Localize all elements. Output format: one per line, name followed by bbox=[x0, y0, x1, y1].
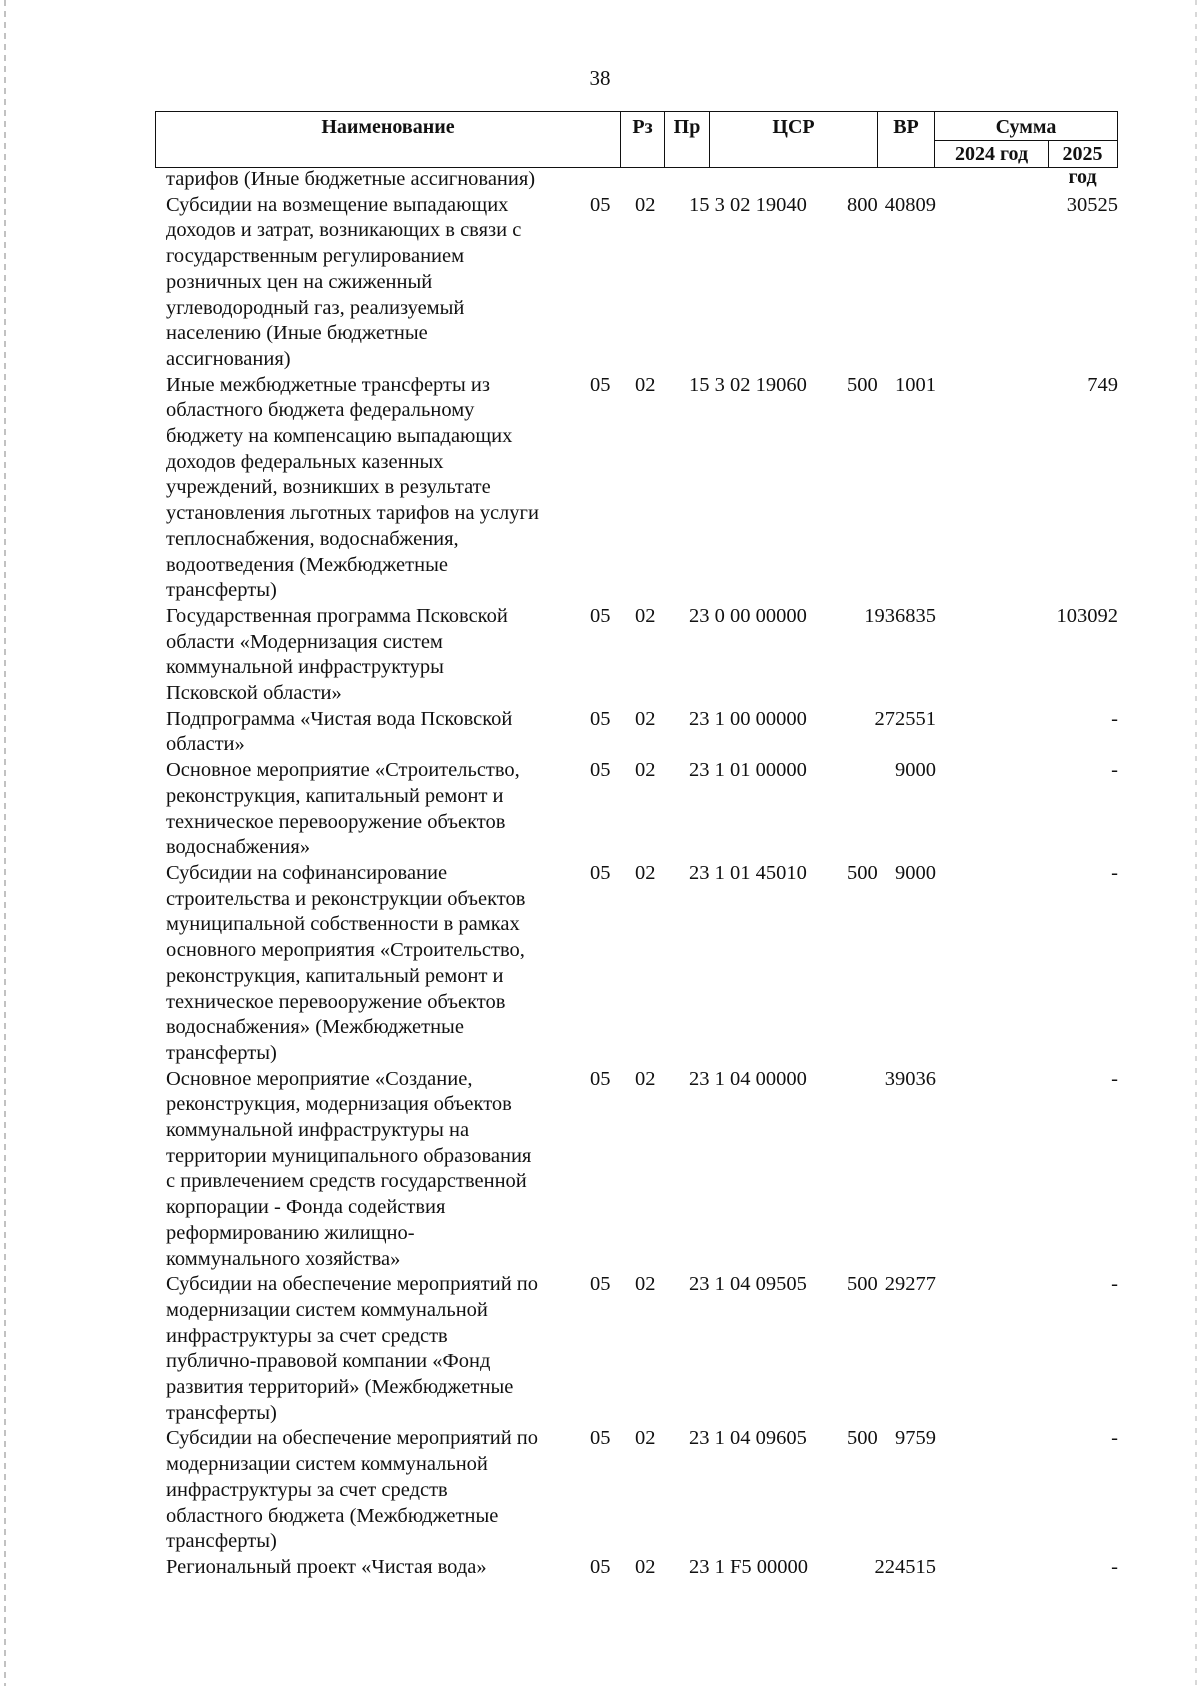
row-name-line: Основное мероприятие «Строительство, bbox=[166, 759, 520, 782]
row-name-line: модернизации систем коммунальной bbox=[166, 1298, 488, 1321]
row-rz: 05 bbox=[590, 759, 611, 782]
row-sum-2025: - bbox=[1111, 1427, 1118, 1450]
header-rz: Рз bbox=[620, 111, 665, 168]
row-name-line: коммунальной инфраструктуры bbox=[166, 656, 444, 679]
row-name-line: инфраструктуры за счет средств bbox=[166, 1324, 448, 1347]
header-csr: ЦСР bbox=[709, 111, 878, 168]
header-year-2024: 2024 год bbox=[935, 140, 1049, 167]
row-name-line: Псковской области» bbox=[166, 682, 342, 705]
row-name-line: теплоснабжения, водоснабжения, bbox=[166, 527, 459, 550]
row-name-line: розничных цен на сжиженный bbox=[166, 270, 433, 293]
row-sum-2025: 749 bbox=[1087, 373, 1118, 396]
row-name-line: водоснабжения» bbox=[166, 836, 311, 859]
row-name-line: корпорации - Фонда содействия bbox=[166, 1196, 446, 1219]
row-sum-2024: 1936835 bbox=[864, 604, 936, 627]
header-sum bbox=[934, 111, 1118, 188]
row-name bbox=[155, 1067, 584, 1273]
table-row bbox=[155, 1067, 1118, 1273]
row-name-line: реконструкция, модернизация объектов bbox=[166, 1093, 512, 1116]
row-name-line: водоотведения (Межбюджетные bbox=[166, 553, 448, 576]
header-vr: ВР bbox=[877, 111, 935, 168]
row-sum-2024: 1001 bbox=[895, 373, 936, 396]
row-sum-2024: 9759 bbox=[895, 1427, 936, 1450]
row-name-line: муниципальной собственности в рамках bbox=[166, 913, 520, 936]
row-csr: 23 1 00 00000 bbox=[689, 707, 807, 730]
row-sum-2024: 272551 bbox=[874, 707, 936, 730]
row-csr: 23 1 01 00000 bbox=[689, 759, 807, 782]
row-name-line: Иные межбюджетные трансферты из bbox=[166, 373, 490, 396]
row-name-line: публично-правовой компании «Фонд bbox=[166, 1350, 491, 1373]
table-row bbox=[155, 707, 1118, 758]
row-name-line: коммунальной инфраструктуры на bbox=[166, 1119, 470, 1142]
row-csr: 23 1 01 45010 bbox=[689, 861, 807, 884]
row-name-line: бюджету на компенсацию выпадающих bbox=[166, 425, 513, 448]
row-sum-2025: - bbox=[1111, 861, 1118, 884]
row-name-line: развития территорий» (Межбюджетные bbox=[166, 1376, 514, 1399]
table-body bbox=[155, 167, 1118, 1581]
row-csr: 23 0 00 00000 bbox=[689, 604, 807, 627]
row-name bbox=[155, 167, 584, 193]
row-name-line: модернизации систем коммунальной bbox=[166, 1453, 488, 1476]
row-sum-2025: - bbox=[1111, 707, 1118, 730]
row-name-line: государственным регулированием bbox=[166, 245, 465, 268]
row-name-line: учреждений, возникших в результате bbox=[166, 476, 491, 499]
table-row bbox=[155, 1272, 1118, 1426]
row-sum-2024: 29277 bbox=[884, 1273, 936, 1296]
row-name bbox=[155, 1426, 584, 1555]
row-vr: 500 bbox=[847, 373, 878, 396]
row-rz: 05 bbox=[590, 1427, 611, 1450]
row-name-line: Субсидии на обеспечение мероприятий по bbox=[166, 1427, 539, 1450]
row-rz: 05 bbox=[590, 1067, 611, 1090]
table-row bbox=[155, 193, 1118, 373]
row-pr: 02 bbox=[635, 861, 656, 884]
row-sum-2025: - bbox=[1111, 1555, 1118, 1578]
row-sum-2024: 40809 bbox=[884, 193, 936, 216]
row-name-line: трансферты) bbox=[166, 1041, 277, 1064]
row-name-line: трансферты) bbox=[166, 1530, 277, 1553]
row-name-line: области» bbox=[166, 733, 245, 756]
table-row bbox=[155, 373, 1118, 604]
row-name bbox=[155, 861, 584, 1067]
row-sum-2024: 39036 bbox=[884, 1067, 936, 1090]
row-name-line: Субсидии на софинансирование bbox=[166, 861, 448, 884]
row-name bbox=[155, 193, 584, 373]
row-csr: 15 3 02 19040 bbox=[689, 193, 807, 216]
row-pr: 02 bbox=[635, 1427, 656, 1450]
row-name bbox=[155, 373, 584, 604]
row-name-line: тарифов (Иные бюджетные ассигнования) bbox=[166, 168, 536, 190]
row-pr: 02 bbox=[635, 1273, 656, 1296]
table-row bbox=[155, 861, 1118, 1067]
row-rz: 05 bbox=[590, 1555, 611, 1578]
row-pr: 02 bbox=[635, 604, 656, 627]
row-name-line: водоснабжения» (Межбюджетные bbox=[166, 1016, 464, 1039]
row-name-line: техническое перевооружение объектов bbox=[166, 810, 506, 833]
row-csr: 23 1 04 00000 bbox=[689, 1067, 807, 1090]
row-vr: 500 bbox=[847, 861, 878, 884]
row-name-line: доходов и затрат, возникающих в связи с bbox=[166, 219, 522, 242]
row-pr: 02 bbox=[635, 193, 656, 216]
scan-right-edge bbox=[1195, 0, 1197, 1686]
row-name-line: техническое перевооружение объектов bbox=[166, 990, 506, 1013]
row-vr: 500 bbox=[847, 1427, 878, 1450]
table-row bbox=[155, 1426, 1118, 1555]
row-rz: 05 bbox=[590, 604, 611, 627]
row-name-line: областного бюджета (Межбюджетные bbox=[166, 1504, 499, 1527]
row-sum-2025: 30525 bbox=[1066, 193, 1118, 216]
row-name-line: Региональный проект «Чистая вода» bbox=[166, 1555, 487, 1578]
row-sum-2024: 9000 bbox=[895, 759, 936, 782]
row-csr: 23 1 04 09505 bbox=[689, 1273, 807, 1296]
row-name-line: Подпрограмма «Чистая вода Псковской bbox=[166, 707, 513, 730]
row-vr: 500 bbox=[847, 1273, 878, 1296]
row-name-line: углеводородный газ, реализуемый bbox=[166, 296, 465, 319]
row-name-line: основного мероприятия «Строительство, bbox=[166, 939, 525, 962]
header-sum-title: Сумма bbox=[995, 116, 1057, 138]
row-rz: 05 bbox=[590, 1273, 611, 1296]
row-name-line: доходов федеральных казенных bbox=[166, 450, 444, 473]
row-name-line: Субсидии на обеспечение мероприятий по bbox=[166, 1273, 539, 1296]
row-pr: 02 bbox=[635, 1555, 656, 1578]
page-number: 38 bbox=[589, 66, 611, 90]
row-name-line: территории муниципального образования bbox=[166, 1144, 532, 1167]
row-name-line: Основное мероприятие «Создание, bbox=[166, 1067, 473, 1090]
row-name bbox=[155, 1272, 584, 1426]
table-row bbox=[155, 604, 1118, 707]
row-name-line: трансферты) bbox=[166, 1401, 277, 1424]
scan-left-edge bbox=[4, 0, 6, 1686]
row-name-line: населению (Иные бюджетные bbox=[166, 322, 428, 345]
row-rz: 05 bbox=[590, 707, 611, 730]
header-pr: Пр bbox=[664, 111, 710, 168]
row-pr: 02 bbox=[635, 373, 656, 396]
row-csr: 15 3 02 19060 bbox=[689, 373, 807, 396]
row-sum-2024: 9000 bbox=[895, 861, 936, 884]
row-pr: 02 bbox=[635, 759, 656, 782]
row-rz: 05 bbox=[590, 193, 611, 216]
row-name-line: областного бюджета федеральному bbox=[166, 399, 475, 422]
row-csr: 23 1 F5 00000 bbox=[689, 1555, 809, 1578]
row-rz: 05 bbox=[590, 373, 611, 396]
table-row bbox=[155, 758, 1118, 861]
row-name-line: установления льготных тарифов на услуги bbox=[166, 502, 539, 525]
row-name-line: реконструкция, капитальный ремонт и bbox=[166, 784, 504, 807]
row-name-line: области «Модернизация систем bbox=[166, 630, 443, 653]
row-name-line: трансферты) bbox=[166, 579, 277, 602]
row-sum-2025: - bbox=[1111, 759, 1118, 782]
row-pr: 02 bbox=[635, 707, 656, 730]
row-name bbox=[155, 707, 584, 758]
row-csr: 23 1 04 09605 bbox=[689, 1427, 807, 1450]
row-sum-2025: - bbox=[1111, 1067, 1118, 1090]
row-name-line: ассигнования) bbox=[166, 347, 291, 370]
row-name-line: реконструкция, капитальный ремонт и bbox=[166, 964, 504, 987]
row-sum-2025: 103092 bbox=[1056, 604, 1118, 627]
row-name-line: строительства и реконструкции объектов bbox=[166, 887, 526, 910]
row-sum-2024: 224515 bbox=[874, 1555, 936, 1578]
row-sum-2025: - bbox=[1111, 1273, 1118, 1296]
row-name-line: коммунального хозяйства» bbox=[166, 1247, 401, 1270]
row-name-line: Субсидии на возмещение выпадающих bbox=[166, 193, 509, 216]
header-year-2025: 2025 год bbox=[1048, 140, 1117, 167]
header-name: Наименование bbox=[155, 111, 621, 168]
row-name-line: Государственная программа Псковской bbox=[166, 604, 508, 627]
row-name bbox=[155, 758, 584, 861]
row-vr: 800 bbox=[847, 193, 878, 216]
row-name-line: с привлечением средств государственной bbox=[166, 1170, 527, 1193]
table-row bbox=[155, 167, 1118, 193]
table-row bbox=[155, 1555, 1118, 1581]
row-name-line: инфраструктуры за счет средств bbox=[166, 1478, 448, 1501]
row-name bbox=[155, 604, 584, 707]
row-rz: 05 bbox=[590, 861, 611, 884]
row-pr: 02 bbox=[635, 1067, 656, 1090]
row-name-line: реформированию жилищно- bbox=[166, 1221, 415, 1244]
row-name bbox=[155, 1555, 584, 1581]
